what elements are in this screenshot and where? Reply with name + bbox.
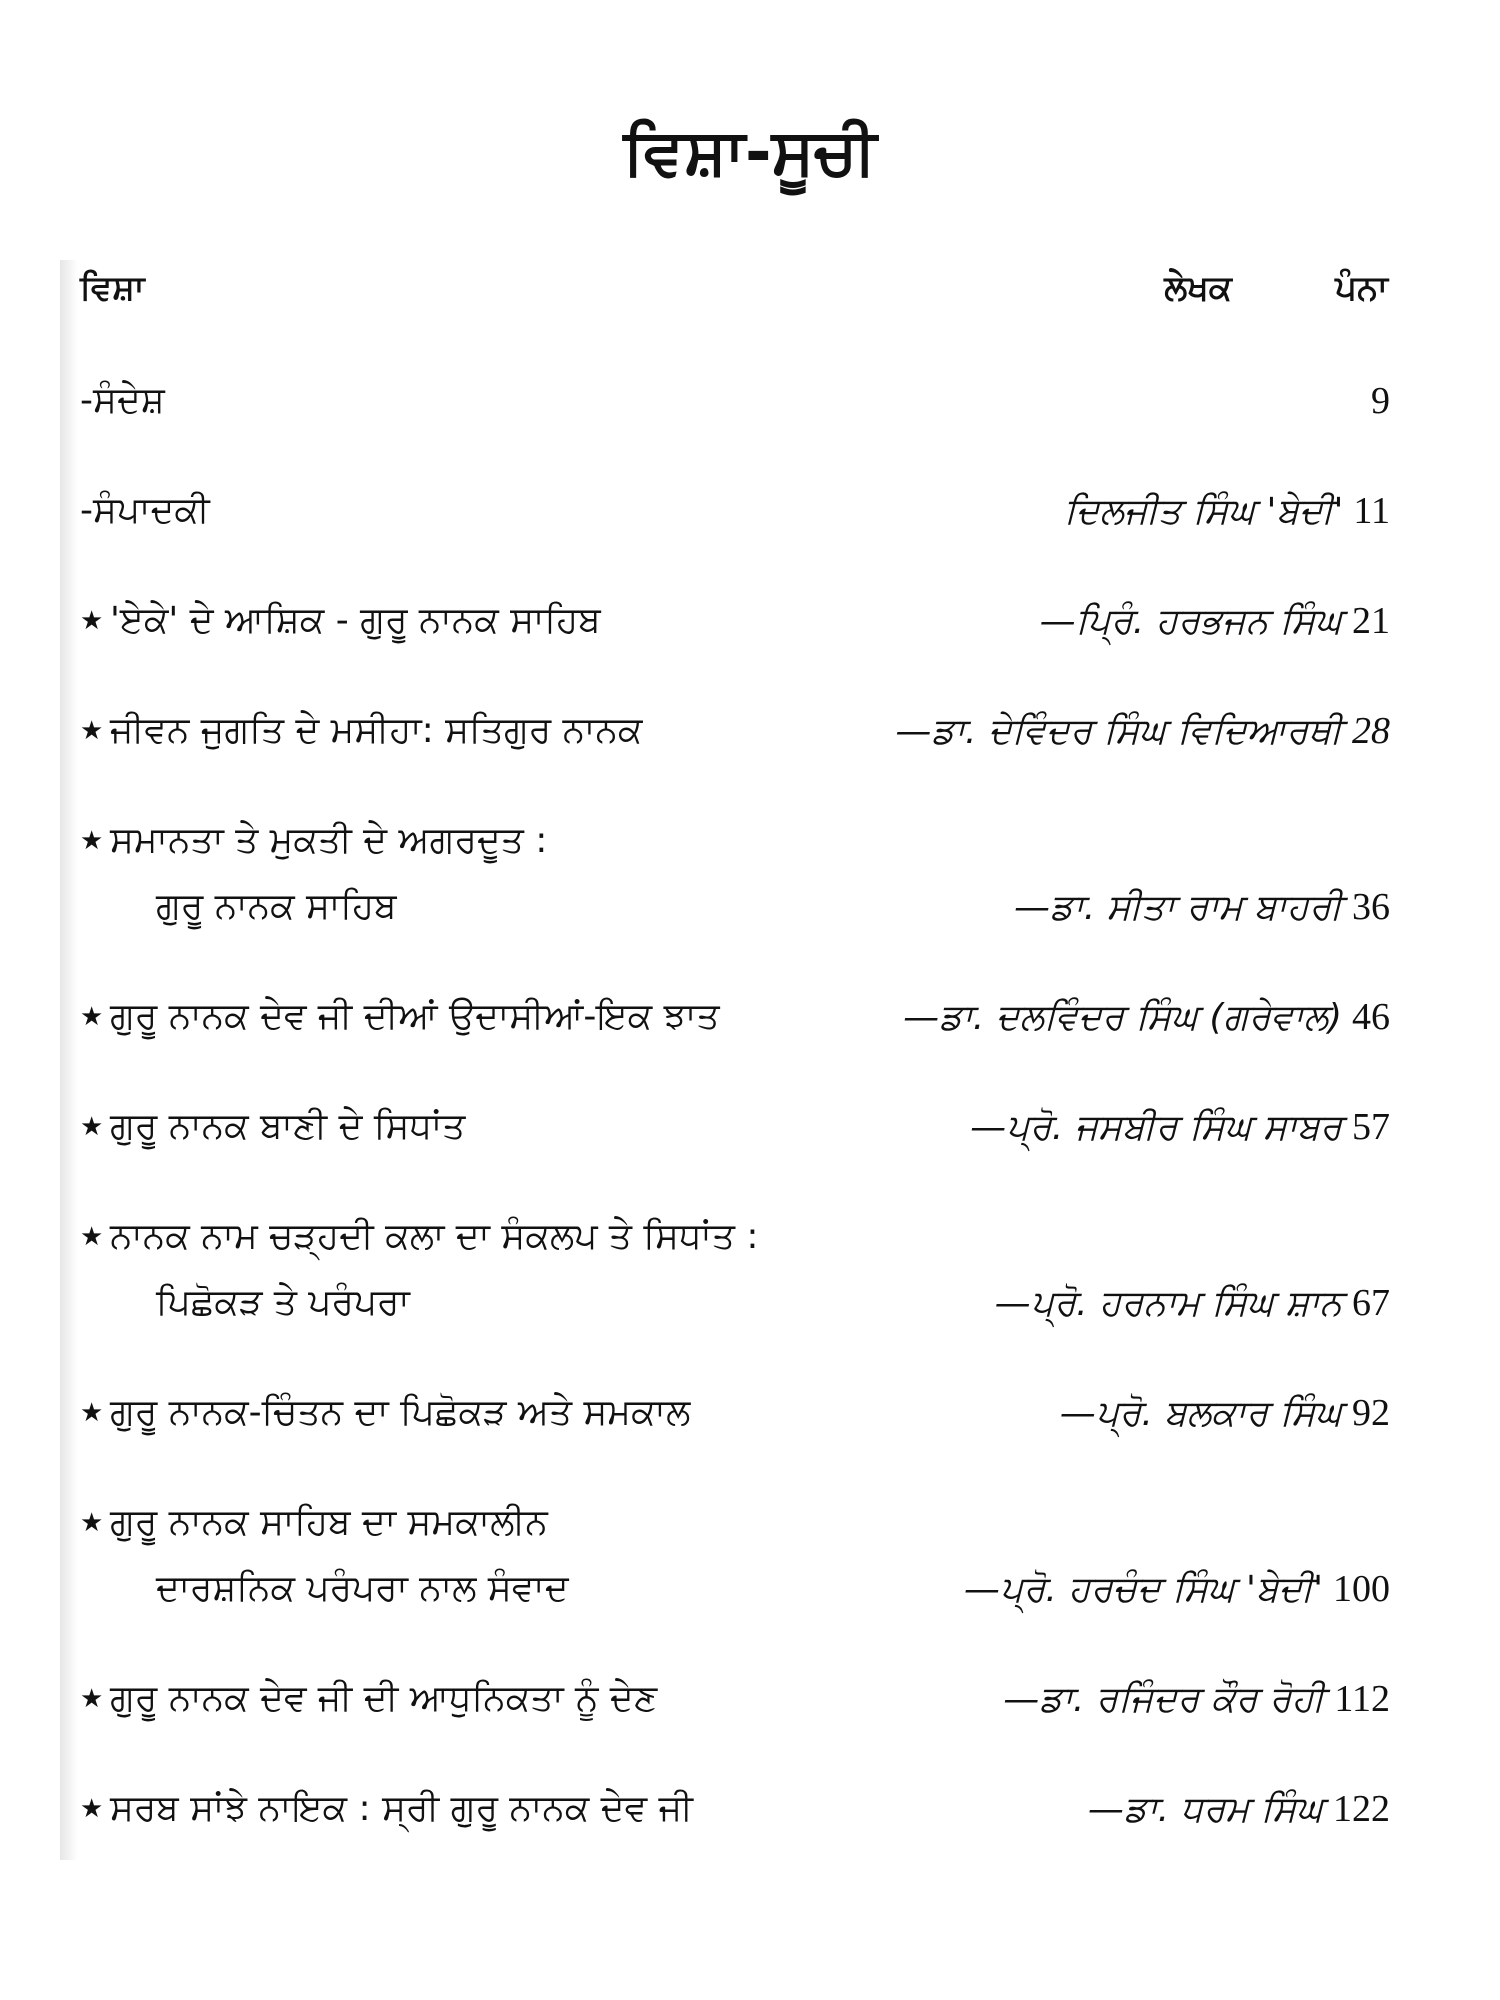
entry-line: [80, 588, 1400, 654]
author-header: ਲੇਖਕ: [1164, 268, 1232, 308]
entry-line: [80, 1380, 1400, 1446]
entry-meta: [1003, 1666, 1390, 1733]
entry-line: [80, 984, 1400, 1050]
entry-author: —ਪ੍ਰੋ. ਬਲਕਾਰ ਸਿੰਘ: [1059, 1393, 1342, 1434]
entry-author: —ਪ੍ਰੋ. ਹਰਨਾਮ ਸਿੰਘ ਸ਼ਾਨ: [994, 1283, 1342, 1324]
entry-title: ਨਾਨਕ ਨਾਮ ਚੜ੍ਹਦੀ ਕਲਾ ਦਾ ਸੰਕਲਪ ਤੇ ਸਿਧਾਂਤ :: [110, 1216, 759, 1257]
entry-line-continued: [80, 874, 1400, 940]
entry-author: —ਡਾ. ਧਰਮ ਸਿੰਘ: [1087, 1789, 1323, 1830]
toc-entry: [80, 368, 1400, 434]
entry-title-continued: ਗੁਰੂ ਨਾਨਕ ਸਾਹਿਬ: [156, 886, 397, 927]
entry-line: [80, 1666, 1400, 1732]
page-number: 36: [1352, 886, 1390, 928]
star-bullet-icon: ★: [80, 1684, 104, 1714]
entry-author: —ਪ੍ਰੋ. ਜਸਬੀਰ ਸਿੰਘ ਸਾਬਰ: [970, 1107, 1342, 1148]
toc-entry: [80, 1490, 1400, 1622]
star-bullet-icon: ★: [80, 716, 104, 746]
page-number: 67: [1352, 1282, 1390, 1324]
page-number: 100: [1333, 1568, 1390, 1610]
page-number: 9: [1371, 380, 1390, 422]
page-title: ਵਿਸ਼ਾ-ਸੂਚੀ: [623, 116, 877, 190]
entry-author: —ਡਾ. ਸੀਤਾ ਰਾਮ ਬਾਹਰੀ: [1014, 887, 1342, 928]
toc-entry: [80, 478, 1400, 544]
toc-entry: [80, 984, 1400, 1050]
page-number: 92: [1352, 1392, 1390, 1434]
entry-meta: [1361, 368, 1390, 435]
entry-line: [80, 478, 1400, 544]
entry-meta: [1040, 588, 1390, 655]
entry-line: [80, 698, 1400, 764]
binding-shadow: [60, 260, 78, 1860]
entry-meta: [964, 1556, 1390, 1623]
entry-title: ਗੁਰੂ ਨਾਨਕ ਸਾਹਿਬ ਦਾ ਸਮਕਾਲੀਨ: [110, 1502, 548, 1543]
entry-title-continued: ਦਾਰਸ਼ਨਿਕ ਪਰੰਪਰਾ ਨਾਲ ਸੰਵਾਦ: [156, 1568, 569, 1609]
entry-author: —ਪ੍ਰੋ. ਹਰਚੰਦ ਸਿੰਘ 'ਬੇਦੀ': [963, 1569, 1323, 1610]
entry-line: [80, 368, 1400, 434]
entry-title: ਗੁਰੂ ਨਾਨਕ ਬਾਣੀ ਦੇ ਸਿਧਾਂਤ: [110, 1106, 466, 1147]
column-headers: [80, 268, 1400, 328]
toc-entry: [80, 698, 1400, 764]
entry-title: ਜੀਵਨ ਜੁਗਤਿ ਦੇ ਮਸੀਹਾ: ਸਤਿਗੁਰ ਨਾਨਕ: [110, 710, 643, 751]
toc-entry: [80, 1204, 1400, 1336]
page-number: 11: [1353, 490, 1390, 532]
entry-line: [80, 1204, 1400, 1270]
subject-header: ਵਿਸ਼ਾ: [80, 268, 145, 308]
entry-line: [80, 808, 1400, 874]
entry-author: ਦਿਲਜੀਤ ਸਿੰਘ 'ਬੇਦੀ': [1064, 491, 1344, 532]
entry-title: ਸਰਬ ਸਾਂਝੇ ਨਾਇਕ : ਸ੍ਰੀ ਗੁਰੂ ਨਾਨਕ ਦੇਵ ਜੀ: [110, 1788, 693, 1829]
toc-entry: [80, 1776, 1400, 1842]
star-bullet-icon: ★: [80, 1222, 104, 1252]
star-bullet-icon: ★: [80, 1508, 104, 1538]
page-number: 112: [1334, 1678, 1390, 1720]
entry-meta: [970, 1094, 1390, 1161]
toc-entry: [80, 588, 1400, 654]
dash-bullet: -: [80, 490, 93, 531]
entry-line-continued: [80, 1270, 1400, 1336]
entry-author: —ਡਾ. ਰਜਿੰਦਰ ਕੌਰ ਰੋਹੀ: [1003, 1679, 1325, 1720]
star-bullet-icon: ★: [80, 1398, 104, 1428]
toc-entry: [80, 1666, 1400, 1732]
entry-meta: [1064, 478, 1390, 545]
page-number: 57: [1352, 1106, 1390, 1148]
entry-line: [80, 1094, 1400, 1160]
entry-title: ਸਮਾਨਤਾ ਤੇ ਮੁਕਤੀ ਦੇ ਅਗਰਦੂਤ :: [110, 820, 548, 861]
star-bullet-icon: ★: [80, 826, 104, 856]
entry-author: —ਪ੍ਰਿੰ. ਹਰਭਜਨ ਸਿੰਘ: [1039, 601, 1342, 642]
entry-meta: [903, 984, 1390, 1051]
entry-meta: [1014, 874, 1390, 941]
star-bullet-icon: ★: [80, 606, 104, 636]
entry-meta: [895, 698, 1390, 765]
entry-title-continued: ਪਿਛੋਕੜ ਤੇ ਪਰੰਪਰਾ: [156, 1282, 410, 1323]
page-number: 21: [1352, 600, 1390, 642]
toc-entry: [80, 1094, 1400, 1160]
entry-title: ਸੰਪਾਦਕੀ: [93, 490, 210, 531]
entry-meta: [1088, 1776, 1390, 1843]
page-number: 28: [1352, 710, 1390, 752]
entry-title: ਗੁਰੂ ਨਾਨਕ ਦੇਵ ਜੀ ਦੀ ਆਧੁਨਿਕਤਾ ਨੂੰ ਦੇਣ: [110, 1678, 658, 1719]
entry-meta: [995, 1270, 1390, 1337]
dash-bullet: -: [80, 380, 93, 421]
page-number: 122: [1333, 1788, 1390, 1830]
entry-title: ਸੰਦੇਸ਼: [93, 380, 165, 421]
page-number: 46: [1352, 996, 1390, 1038]
toc-entry: [80, 808, 1400, 940]
entry-line-continued: [80, 1556, 1400, 1622]
entry-line: [80, 1490, 1400, 1556]
entry-author: —ਡਾ. ਦਲਵਿੰਦਰ ਸਿੰਘ (ਗਰੇਵਾਲ): [903, 997, 1342, 1038]
entry-line: [80, 1776, 1400, 1842]
entry-meta: [1060, 1380, 1390, 1447]
star-bullet-icon: ★: [80, 1112, 104, 1142]
toc-entry: [80, 1380, 1400, 1446]
entry-author: —ਡਾ. ਦੇਵਿੰਦਰ ਸਿੰਘ ਵਿਦਿਆਰਥੀ: [895, 711, 1342, 752]
entry-title: ਗੁਰੂ ਨਾਨਕ-ਚਿੰਤਨ ਦਾ ਪਿਛੋਕੜ ਅਤੇ ਸਮਕਾਲ: [110, 1392, 691, 1433]
star-bullet-icon: ★: [80, 1002, 104, 1032]
page-header: ਪੰਨਾ: [1335, 268, 1388, 308]
star-bullet-icon: ★: [80, 1794, 104, 1824]
entry-title: 'ਏਕੇ' ਦੇ ਆਸ਼ਿਕ - ਗੁਰੂ ਨਾਨਕ ਸਾਹਿਬ: [110, 600, 601, 641]
entry-title: ਗੁਰੂ ਨਾਨਕ ਦੇਵ ਜੀ ਦੀਆਂ ਉਦਾਸੀਆਂ-ਇਕ ਝਾਤ: [110, 996, 720, 1037]
